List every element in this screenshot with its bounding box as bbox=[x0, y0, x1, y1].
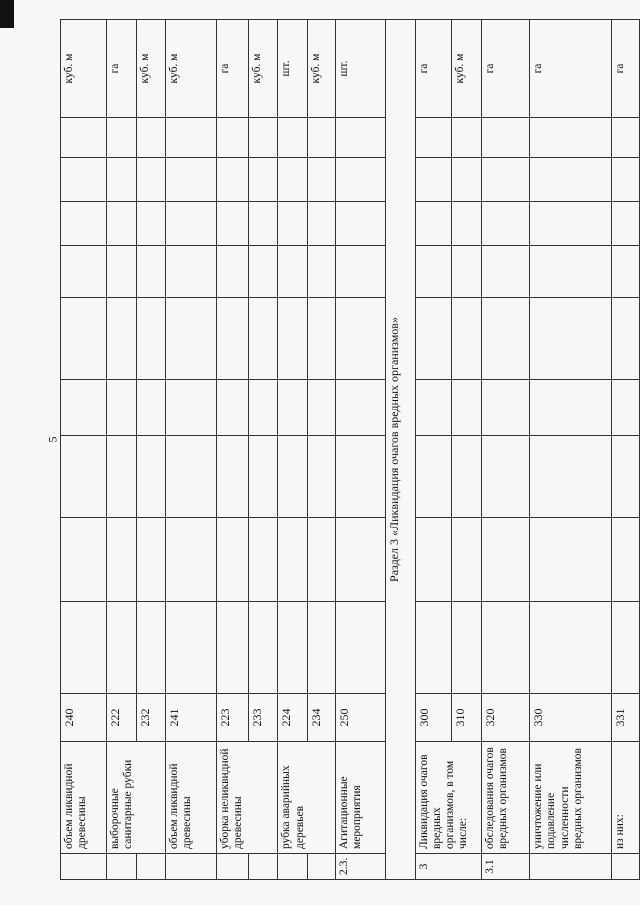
data-cell bbox=[415, 298, 452, 380]
data-cell bbox=[166, 436, 216, 518]
data-cell bbox=[335, 246, 385, 298]
data-cell bbox=[136, 602, 166, 694]
row-number: 2.3. bbox=[335, 854, 385, 880]
row-code: 310 bbox=[452, 694, 482, 742]
data-cell bbox=[482, 202, 530, 246]
data-cell bbox=[106, 298, 136, 380]
data-cell bbox=[308, 202, 335, 246]
table-row bbox=[482, 20, 530, 880]
row-code: 250 bbox=[335, 694, 385, 742]
data-cell bbox=[106, 518, 136, 602]
data-cell bbox=[61, 602, 107, 694]
data-cell bbox=[248, 380, 278, 436]
data-cell bbox=[216, 298, 248, 380]
data-cell bbox=[308, 380, 335, 436]
data-cell bbox=[278, 246, 308, 298]
data-cell bbox=[415, 602, 452, 694]
row-number bbox=[166, 854, 216, 880]
data-cell bbox=[61, 380, 107, 436]
data-cell bbox=[612, 518, 640, 602]
data-cell bbox=[216, 202, 248, 246]
row-name: Ликвидация очагов вредных организмов, в том числе: bbox=[415, 742, 481, 854]
data-cell bbox=[106, 202, 136, 246]
data-cell bbox=[452, 298, 482, 380]
data-cell bbox=[308, 298, 335, 380]
scan-edge-mark bbox=[0, 0, 14, 28]
data-cell bbox=[278, 518, 308, 602]
section-header-row bbox=[385, 20, 415, 880]
data-cell bbox=[216, 518, 248, 602]
data-cell bbox=[166, 518, 216, 602]
data-cell bbox=[216, 602, 248, 694]
data-cell bbox=[612, 118, 640, 158]
row-unit: шт. bbox=[278, 20, 308, 118]
table-row bbox=[415, 20, 452, 880]
data-cell bbox=[136, 118, 166, 158]
data-cell bbox=[278, 298, 308, 380]
data-cell bbox=[166, 298, 216, 380]
data-cell bbox=[415, 436, 452, 518]
table-row bbox=[166, 20, 216, 880]
row-unit: куб. м bbox=[308, 20, 335, 118]
data-cell bbox=[106, 436, 136, 518]
data-cell bbox=[415, 380, 452, 436]
data-cell bbox=[166, 202, 216, 246]
data-cell bbox=[136, 518, 166, 602]
data-cell bbox=[61, 202, 107, 246]
row-number bbox=[106, 854, 136, 880]
rotated-table-container bbox=[60, 20, 640, 880]
data-cell bbox=[216, 246, 248, 298]
data-cell bbox=[248, 436, 278, 518]
data-cell bbox=[136, 246, 166, 298]
table-row bbox=[216, 20, 248, 880]
data-cell bbox=[482, 298, 530, 380]
table-row bbox=[530, 20, 612, 880]
data-cell bbox=[530, 202, 612, 246]
data-cell bbox=[216, 436, 248, 518]
row-number bbox=[278, 854, 308, 880]
data-cell bbox=[482, 158, 530, 202]
row-name: выборочные санитарные рубки bbox=[106, 742, 166, 854]
data-cell bbox=[335, 602, 385, 694]
row-code: 320 bbox=[482, 694, 530, 742]
data-cell bbox=[248, 518, 278, 602]
row-number bbox=[612, 854, 640, 880]
data-cell bbox=[452, 602, 482, 694]
data-cell bbox=[308, 246, 335, 298]
data-cell bbox=[308, 602, 335, 694]
data-cell bbox=[248, 158, 278, 202]
row-number bbox=[248, 854, 278, 880]
data-cell bbox=[136, 380, 166, 436]
data-cell bbox=[308, 158, 335, 202]
data-cell bbox=[530, 380, 612, 436]
data-cell bbox=[612, 602, 640, 694]
row-unit: шт. bbox=[335, 20, 385, 118]
data-cell bbox=[452, 246, 482, 298]
row-name: уничтожение или подавление численности вредных организмов bbox=[530, 742, 612, 854]
data-cell bbox=[482, 246, 530, 298]
data-cell bbox=[166, 158, 216, 202]
row-unit: га bbox=[612, 20, 640, 118]
row-unit: куб. м bbox=[136, 20, 166, 118]
data-cell bbox=[166, 380, 216, 436]
data-cell bbox=[248, 202, 278, 246]
data-cell bbox=[335, 298, 385, 380]
row-number bbox=[61, 854, 107, 880]
row-name: обследования очагов вредных организмов bbox=[482, 742, 530, 854]
row-unit: куб. м bbox=[248, 20, 278, 118]
data-cell bbox=[216, 158, 248, 202]
data-cell bbox=[612, 298, 640, 380]
data-cell bbox=[166, 246, 216, 298]
data-cell bbox=[106, 158, 136, 202]
table-row bbox=[61, 20, 107, 880]
table-row bbox=[335, 20, 385, 880]
data-cell bbox=[61, 118, 107, 158]
data-cell bbox=[452, 436, 482, 518]
row-name: объем ликвидной древесины bbox=[166, 742, 216, 854]
data-cell bbox=[61, 298, 107, 380]
data-cell bbox=[61, 518, 107, 602]
data-cell bbox=[415, 518, 452, 602]
data-cell bbox=[530, 602, 612, 694]
row-code: 241 bbox=[166, 694, 216, 742]
row-unit: га bbox=[482, 20, 530, 118]
data-cell bbox=[248, 602, 278, 694]
table-row bbox=[612, 20, 640, 880]
data-cell bbox=[612, 380, 640, 436]
data-cell bbox=[415, 246, 452, 298]
row-number bbox=[136, 854, 166, 880]
data-cell bbox=[278, 118, 308, 158]
row-name: из них: bbox=[612, 742, 640, 854]
data-cell bbox=[530, 246, 612, 298]
data-cell bbox=[61, 246, 107, 298]
row-code: 331 bbox=[612, 694, 640, 742]
data-cell bbox=[335, 158, 385, 202]
data-cell bbox=[482, 602, 530, 694]
row-code: 330 bbox=[530, 694, 612, 742]
data-cell bbox=[278, 602, 308, 694]
data-cell bbox=[166, 118, 216, 158]
data-cell bbox=[335, 518, 385, 602]
row-code: 233 bbox=[248, 694, 278, 742]
data-cell bbox=[530, 118, 612, 158]
data-cell bbox=[166, 602, 216, 694]
row-unit: куб. м bbox=[452, 20, 482, 118]
row-unit: куб. м bbox=[166, 20, 216, 118]
row-code: 234 bbox=[308, 694, 335, 742]
data-cell bbox=[452, 158, 482, 202]
data-cell bbox=[248, 118, 278, 158]
data-cell bbox=[106, 118, 136, 158]
report-table bbox=[60, 19, 640, 880]
data-cell bbox=[452, 202, 482, 246]
row-number: 3.1 bbox=[482, 854, 530, 880]
data-cell bbox=[278, 436, 308, 518]
page-number: 5 bbox=[45, 436, 60, 443]
row-name: Агитационные мероприятия bbox=[335, 742, 385, 854]
data-cell bbox=[612, 436, 640, 518]
data-cell bbox=[248, 298, 278, 380]
data-cell bbox=[530, 298, 612, 380]
row-code: 223 bbox=[216, 694, 248, 742]
data-cell bbox=[308, 518, 335, 602]
data-cell bbox=[530, 158, 612, 202]
data-cell bbox=[612, 246, 640, 298]
row-name: уборка неликвидной древесины bbox=[216, 742, 278, 854]
row-name: рубка аварийных деревьев bbox=[278, 742, 335, 854]
data-cell bbox=[248, 246, 278, 298]
row-number bbox=[216, 854, 248, 880]
data-cell bbox=[612, 158, 640, 202]
row-unit: га bbox=[216, 20, 248, 118]
data-cell bbox=[335, 118, 385, 158]
row-name: объем ликвидной древесины bbox=[61, 742, 107, 854]
row-number: 3 bbox=[415, 854, 481, 880]
data-cell bbox=[216, 380, 248, 436]
row-code: 300 bbox=[415, 694, 452, 742]
data-cell bbox=[335, 202, 385, 246]
data-cell bbox=[136, 436, 166, 518]
data-cell bbox=[482, 118, 530, 158]
data-cell bbox=[482, 380, 530, 436]
data-cell bbox=[482, 436, 530, 518]
row-code: 232 bbox=[136, 694, 166, 742]
data-cell bbox=[335, 436, 385, 518]
data-cell bbox=[415, 202, 452, 246]
table-row bbox=[278, 20, 308, 880]
data-cell bbox=[136, 202, 166, 246]
data-cell bbox=[452, 518, 482, 602]
data-cell bbox=[530, 436, 612, 518]
data-cell bbox=[278, 202, 308, 246]
data-cell bbox=[136, 298, 166, 380]
data-cell bbox=[308, 436, 335, 518]
data-cell bbox=[415, 158, 452, 202]
data-cell bbox=[482, 518, 530, 602]
row-code: 224 bbox=[278, 694, 308, 742]
row-unit: га bbox=[415, 20, 452, 118]
data-cell bbox=[612, 202, 640, 246]
row-number bbox=[530, 854, 612, 880]
section-title: Раздел 3 «Ликвидация очагов вредных организмов» bbox=[385, 20, 415, 880]
row-code: 222 bbox=[106, 694, 136, 742]
data-cell bbox=[452, 380, 482, 436]
data-cell bbox=[452, 118, 482, 158]
row-unit: га bbox=[106, 20, 136, 118]
data-cell bbox=[106, 246, 136, 298]
data-cell bbox=[61, 158, 107, 202]
data-cell bbox=[106, 602, 136, 694]
row-unit: га bbox=[530, 20, 612, 118]
data-cell bbox=[216, 118, 248, 158]
data-cell bbox=[136, 158, 166, 202]
row-number bbox=[308, 854, 335, 880]
table-row bbox=[106, 20, 136, 880]
data-cell bbox=[278, 380, 308, 436]
data-cell bbox=[61, 436, 107, 518]
data-cell bbox=[106, 380, 136, 436]
data-cell bbox=[415, 118, 452, 158]
data-cell bbox=[278, 158, 308, 202]
row-unit: куб. м bbox=[61, 20, 107, 118]
data-cell bbox=[335, 380, 385, 436]
row-code: 240 bbox=[61, 694, 107, 742]
data-cell bbox=[308, 118, 335, 158]
data-cell bbox=[530, 518, 612, 602]
